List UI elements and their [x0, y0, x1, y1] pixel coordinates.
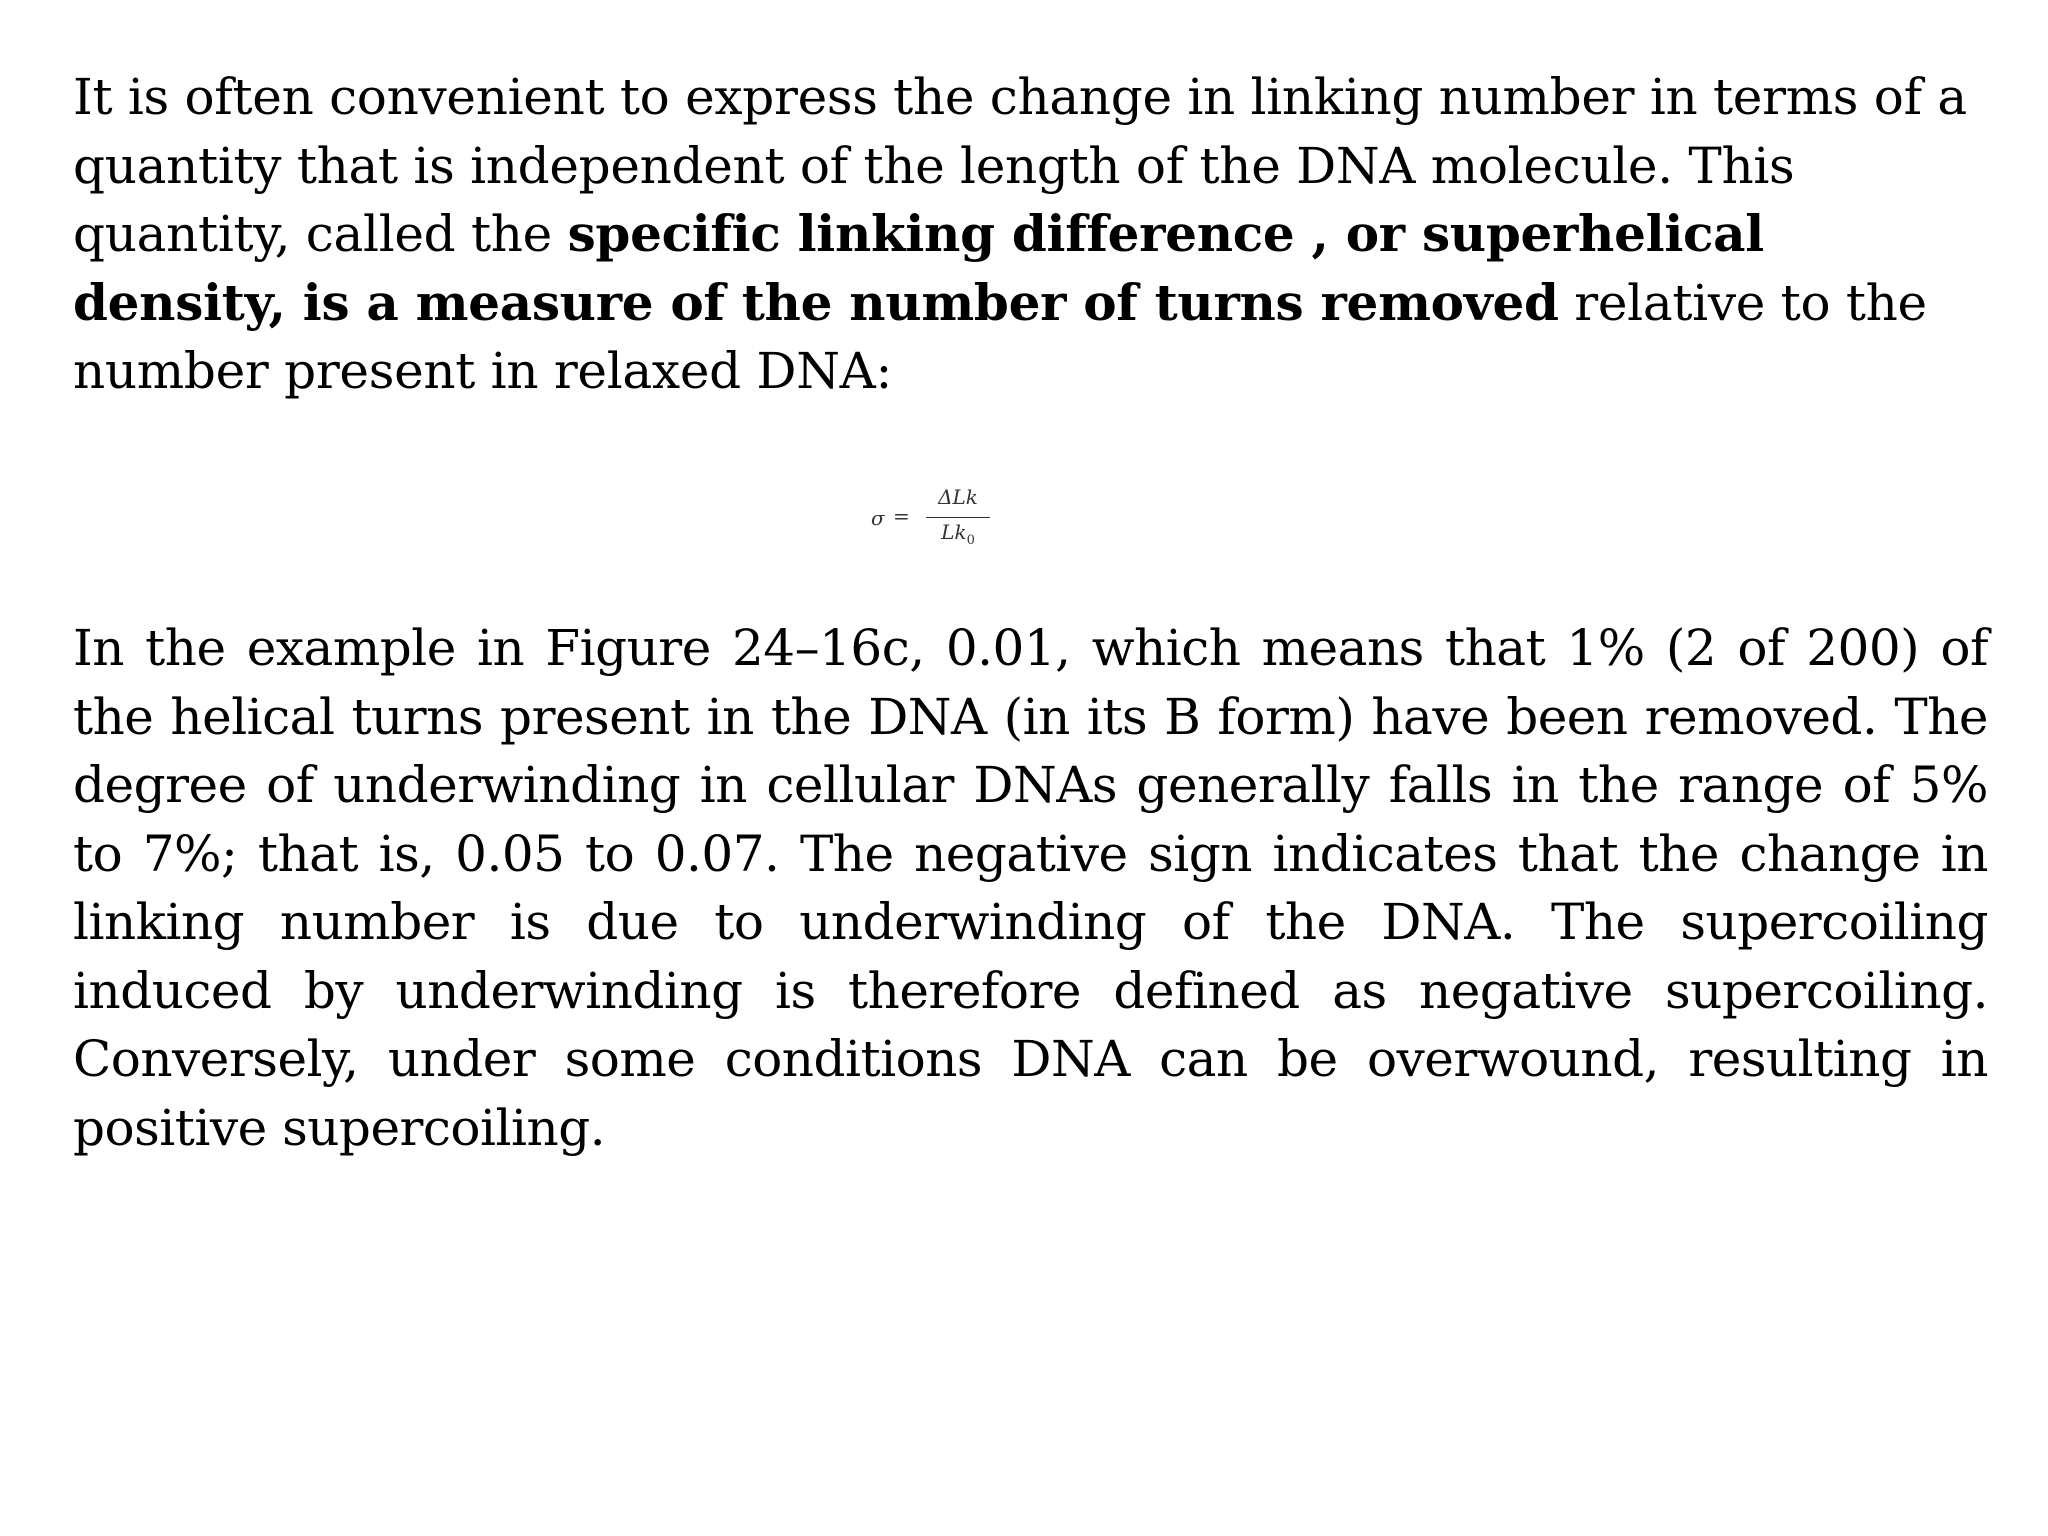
formula-denominator — [926, 520, 990, 548]
formula-denominator-subscript: 0 — [966, 533, 975, 548]
intro-bold-definition: specific linking difference , or superhelical density, is a measure of the number of turns removed — [73, 204, 1764, 332]
formula-fraction-bar — [926, 517, 990, 518]
formula-denominator-base: Lk — [941, 520, 967, 544]
example-paragraph: In the example in Figure 24–16c, 0.01, which means that 1% (2 of 200) of the helical turns present in the DNA (in its B form) have been removed. The degree of underwinding in cellular DNAs generally falls in the range of 5% to 7%; that is, 0.05 to 0.07. The negative sign indicates that the change in linking number is due to underwinding of the DNA. The supercoiling induced by underwinding is therefore defined as negative supercoiling. Conversely, under some conditions DNA can be overwound, resulting in positive supercoiling. — [73, 619, 1988, 1157]
intro-text-before: It is often convenient to express the change in linking number in terms of a quantity that is independent of the length of the DNA molecule. This quantity, called the — [73, 68, 1967, 263]
intro-text-after: relative to the number present in relaxed DNA: — [73, 273, 1927, 400]
superhelical-density-formula — [866, 485, 996, 555]
formula-sigma: σ — [871, 506, 885, 530]
formula-equals: = — [893, 504, 910, 528]
intro-paragraph — [73, 63, 1988, 406]
formula-numerator: ΔLk — [938, 485, 978, 509]
